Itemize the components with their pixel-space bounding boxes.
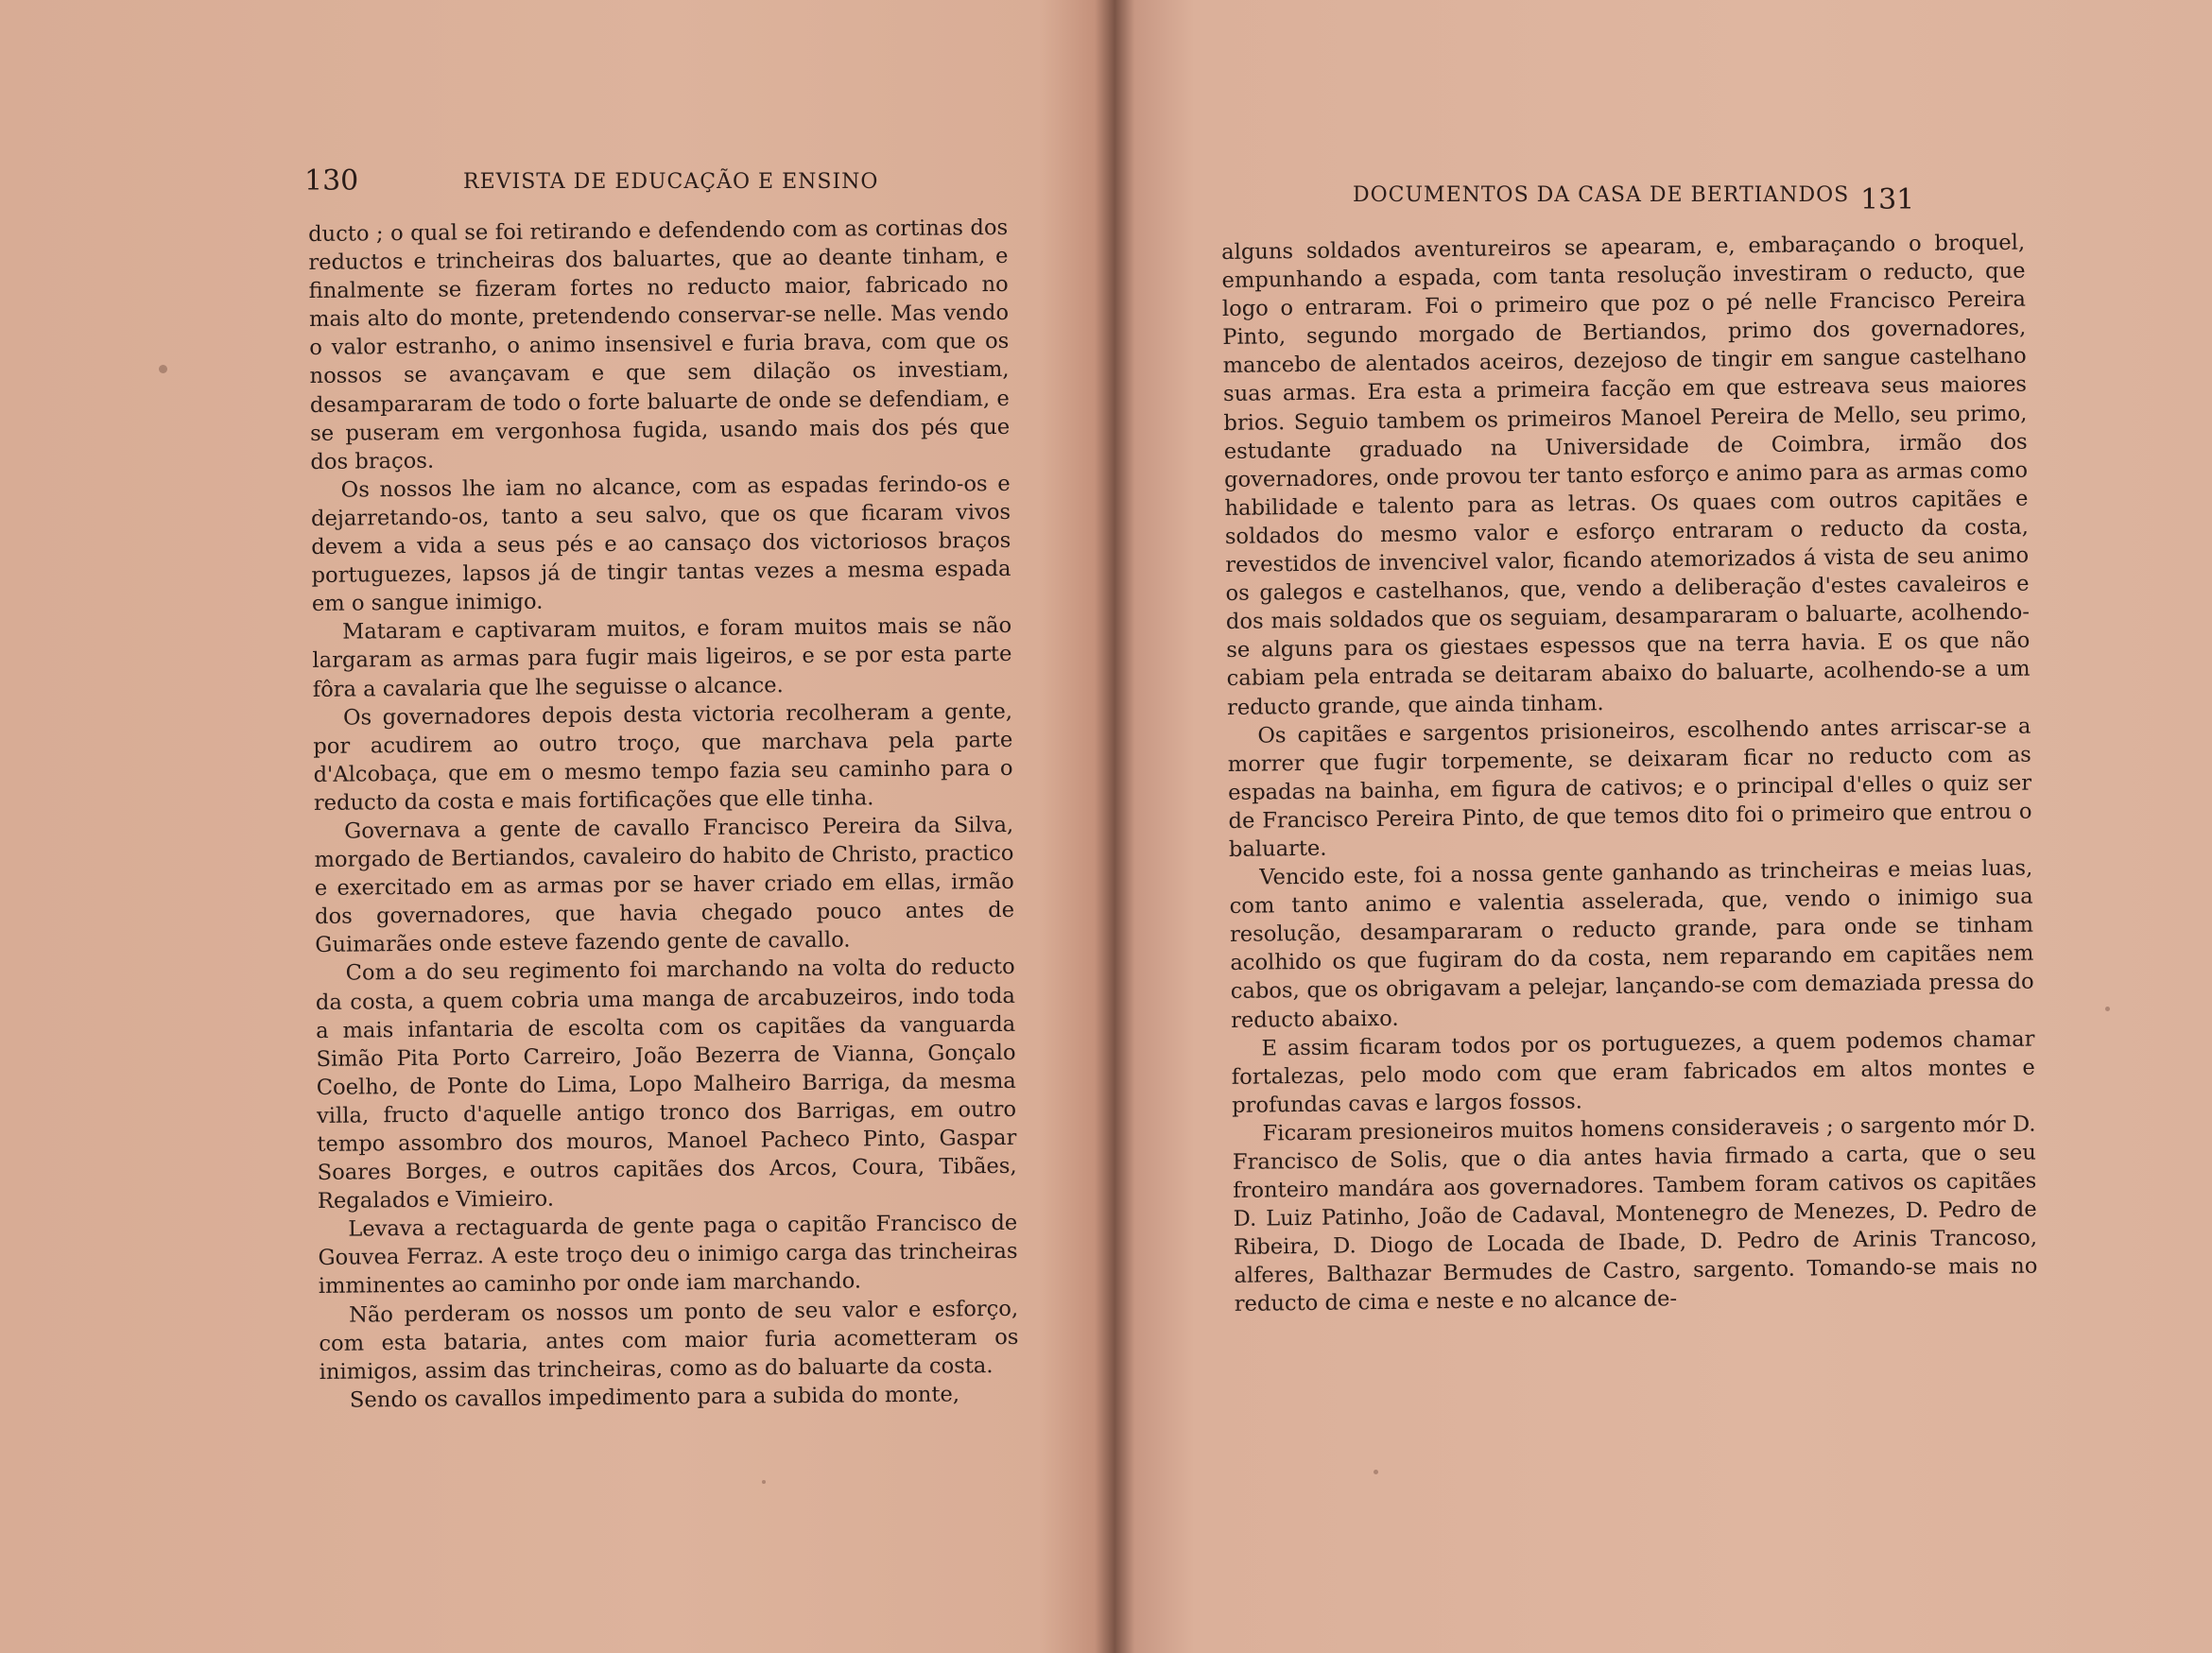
right-page <box>1117 0 2212 1653</box>
paragraph: alguns soldados aventureiros se apearam, e, embaraçando o broquel, empunhando a espada, com tanta resolução investiram o reducto, que logo o entraram. Foi o primeiro que poz o pé nelle Francisco Pereira Pinto, segundo morgado de Bertiandos, primo dos governadores, mancebo de alentados aceiros, dezejoso de tingir em sangue castelhano suas armas. Era esta a primeira facção em que estreava seus maiores brios. Seguio tambem os primeiros Manoel Pereira de Mello, seu primo, estudante graduado na Universidade de Coimbra, irmão dos governadores, onde provou ter tanto esforço e animo para as armas como habilidade e talento para as letras. Os quaes com outros capitães e soldados do mesmo valor e esforço entraram o reducto da costa, revestidos de invencivel valor, ficando atemorizados á vista de seu animo os galegos e castelhanos, que, vendo a deliberação d'estes cavaleiros e dos mais soldados que os seguiam, desampararam o baluarte, acolhendo-se alguns para os giestaes espessos que na terra havia. E os que não cabiam pela entrada se deitaram abaixo do baluarte, acolhendo-se a um reducto grande, que ainda tinham. <box>1221 230 2031 720</box>
paragraph: Vencido este, foi a nossa gente ganhando as trincheiras e meias luas, com tanto animo e valentia asselerada, que, vendo o inimigo sua resolução, desampararam o reducto grande, para onde se tinham acolhido os que fugiram do da costa, nem reparando em capitães nem cabos, que os obrigavam a pelejar, lançando-se com demaziada pressa do reducto abaixo. <box>1229 855 2034 1033</box>
page-number: 131 <box>1860 183 1915 216</box>
paragraph: Os capitães e sargentos prisioneiros, escolhendo antes arriscar-se a morrer que fugir torpemente, se deixaram ficar no reducto com as espadas na bainha, em figura de cativos; e o principal d'elles o quiz ser de Francisco Pereira Pinto, de que temos dito foi o primeiro que entrou o baluarte. <box>1227 714 2032 862</box>
paper-speck <box>762 1480 766 1484</box>
paragraph: E assim ficaram todos por os portuguezes, a quem podemos chamar fortalezas, pelo modo com que eram fabricados em altos montes e profundas cavas e largos fossos. <box>1231 1026 2035 1118</box>
body-text <box>308 214 1019 1415</box>
paragraph: Os nossos lhe iam no alcance, com as espadas ferindo-os e dejarretando-os, tanto a seu salvo, que os que ficaram vivos devem a vida a seus pés e ao cansaço dos victoriosos braços portuguezes, lapsos já de tingir tantas vezes a mesma espada em o sangue inimigo. <box>310 471 1011 617</box>
paragraph: Ficaram presioneiros muitos homens consideraveis ; o sargento mór D. Francisco de Solis, que o dia antes havia firmado a carta, que o seu fronteiro mandára aos governadores. Tambem foram cativos os capitães D. Luiz Patinho, João de Cadaval, Montenegro de Menezes, D. Pedro de Ribeira, D. Diogo de Locada de Ibade, D. Pedro de Arinis Trancoso, alferes, Balthazar Bermudes de Castro, sargento. Tomando-se mais no reducto de cima e neste e no alcance de- <box>1232 1111 2038 1317</box>
page-number: 130 <box>304 164 359 198</box>
body-text <box>1221 229 2038 1319</box>
paragraph: Não perderam os nossos um ponto de seu valor e esforço, com esta bataria, antes com maior furia acometteram os inimigos, assim das trincheiras, como as do baluarte da costa. <box>319 1296 1019 1385</box>
paragraph: Com a do seu regimento foi marchando na volta do reducto da costa, a quem cobria uma manga de arcabuzeiros, indo toda a mais infantaria de escolta com os capitães da vanguarda Simão Pita Porto Carreiro, João Bezerra de Vianna, Gonçalo Coelho, de Ponte do Lima, Lopo Malheiro Barriga, da mesma villa, fructo d'aquelle antigo tronco dos Barrigas, em outro tempo assombro dos mouros, Manoel Pacheco Pinto, Gaspar Soares Borges, e outros capitães dos Arcos, Coura, Tibães, Regalados e Vimieiro. <box>315 955 1017 1214</box>
paper-speck <box>1374 1470 1378 1474</box>
paragraph: Governava a gente de cavallo Francisco Pereira da Silva, morgado de Bertiandos, cavaleiro do habito de Christo, practico e exercitado em as armas por se haver criado em ellas, irmão dos governadores, que havia chegado pouco antes de Guimarães onde esteve fazendo gente de cavallo. <box>314 812 1015 958</box>
paragraph: Mataram e captivaram muitos, e foram muitos mais se não largaram as armas para fugir mais ligeiros, e se por esta parte fôra a cavalaria que lhe seguisse o alcance. <box>312 613 1012 702</box>
paper-speck <box>159 365 167 373</box>
paragraph: Os governadores depois desta victoria recolheram a gente, por acudirem ao outro troço, que marchava pela parte d'Alcobaça, que em o mesmo tempo fazia seu caminho para o reducto da costa e mais fortificações que elle tinha. <box>313 698 1013 816</box>
paragraph: ducto ; o qual se foi retirando e defendendo com as cortinas dos reductos e trincheiras dos baluartes, que ao deante tinham, e finalmente se fizeram fortes no reducto maior, fabricado no mais alto do monte, pretendendo conservar-se nelle. Mas vendo o valor estranho, o animo insensivel e furia brava, com que os nossos se avançavam e que sem dilação os investiam, desampararam de todo o forte baluarte de onde se defendiam, e se puseram em vergonhosa fugida, usando mais dos pés que dos braços. <box>308 215 1011 474</box>
paper-speck <box>2105 1007 2110 1011</box>
running-title: REVISTA DE EDUCAÇÃO E ENSINO <box>463 170 879 194</box>
paragraph: Sendo os cavallos impedimento para a subida do monte, <box>349 1382 960 1413</box>
paragraph: Levava a rectaguarda de gente paga o capitão Francisco de Gouvea Ferraz. A este troço deu o inimigo carga das trincheiras imminentes ao caminho por onde iam marchando. <box>318 1211 1018 1300</box>
running-title: DOCUMENTOS DA CASA DE BERTIANDOS <box>1353 183 1850 207</box>
